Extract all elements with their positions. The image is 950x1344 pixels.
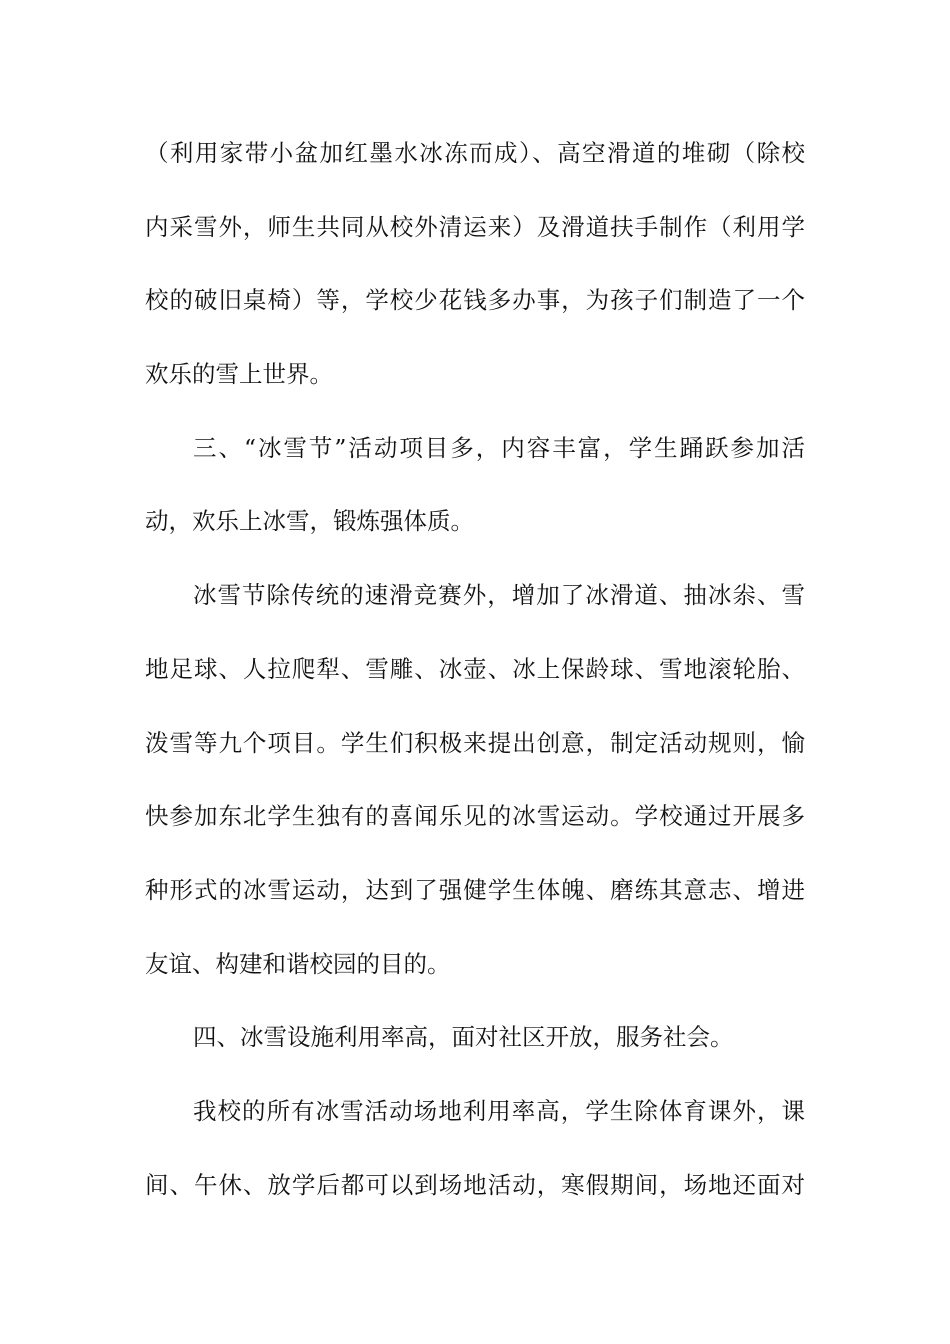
text-line: 快参加东北学生独有的喜闻乐见的冰雪运动。学校通过开展多 (145, 802, 805, 831)
text-line: 冰雪节除传统的速滑竞赛外，增加了冰滑道、抽冰尜、雪 (193, 581, 805, 610)
section-heading-line: 四、冰雪设施利用率高，面对社区开放，服务社会。 (193, 1023, 734, 1052)
text-line: 校的破旧桌椅）等，学校少花钱多办事，为孩子们制造了一个 (145, 286, 805, 315)
text-line: （利用家带小盆加红墨水冰冻而成）、高空滑道的堆砌（除校 (145, 139, 805, 167)
text-line: 泼雪等九个项目。学生们积极来提出创意，制定活动规则，愉 (145, 728, 805, 757)
document-body (145, 126, 805, 1231)
text-line: 间、午休、放学后都可以到场地活动，寒假期间，场地还面对 (145, 1170, 805, 1199)
text-line: 地足球、人拉爬犁、雪雕、冰壶、冰上保龄球、雪地滚轮胎、 (145, 654, 805, 683)
text-line: 欢乐的雪上世界。 (145, 360, 333, 389)
text-line: 内采雪外，师生共同从校外清运来）及滑道扶手制作（利用学 (145, 212, 805, 241)
section-heading-line: 三、“冰雪节”活动项目多，内容丰富，学生踊跃参加活 (193, 433, 805, 462)
section-heading-line: 动，欢乐上冰雪，锻炼强体质。 (145, 507, 474, 536)
text-line: 友谊、构建和谐校园的目的。 (145, 949, 451, 978)
text-line: 种形式的冰雪运动，达到了强健学生体魄、磨练其意志、增进 (145, 875, 805, 904)
text-line: 我校的所有冰雪活动场地利用率高，学生除体育课外，课 (193, 1096, 805, 1125)
